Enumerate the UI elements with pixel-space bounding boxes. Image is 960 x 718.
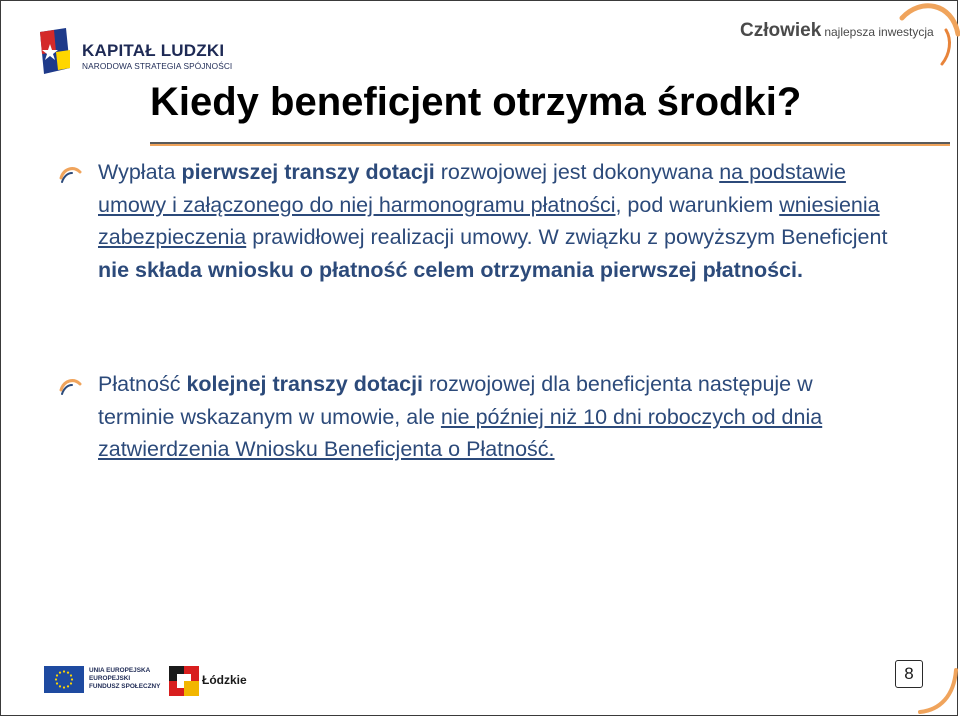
- bullet1-bold-no-request: nie składa wniosku o płatność celem otrzymania pierwszej płatności.: [98, 257, 803, 282]
- bullet2-text-a: Płatność: [98, 372, 187, 396]
- bullet1-bold-first-tranche: pierwszej transzy dotacji: [181, 160, 435, 184]
- crescent-swoosh-icon: [58, 378, 82, 396]
- top-swoosh-icon: [880, 0, 960, 80]
- eu-line3: FUNDUSZ SPOŁECZNY: [89, 683, 161, 690]
- title-divider: [150, 142, 950, 146]
- crescent-swoosh-icon: [58, 166, 82, 184]
- kapital-ludzki-flag-icon: [36, 28, 74, 76]
- lodzkie-logo-icon: [169, 666, 199, 696]
- bullet2-text-b: rozwojowej dla beneficjenta następuje w terminie wskazanym w umowie, ale: [98, 372, 813, 429]
- bullet1-text-c: , pod warunkiem: [615, 192, 780, 217]
- bullet1-underline-security: wniesienia zabezpieczenia: [98, 192, 880, 249]
- lodzkie-logo-text: Łódzkie: [202, 673, 247, 687]
- page-title: Kiedy beneficjent otrzyma środki?: [150, 80, 802, 124]
- bullet1-underline-schedule: na podstawie umowy i załączonego do niej harmonogramu płatności: [98, 160, 846, 217]
- eu-line1: UNIA EUROPEJSKA: [89, 667, 151, 674]
- bullet2-bold-next-tranche: kolejnej transzy dotacji: [186, 372, 424, 396]
- bullet-first-tranche: [98, 156, 888, 286]
- czlowiek-logo-tagline: najlepsza inwestycja: [824, 25, 934, 39]
- kapital-logo-title: KAPITAŁ LUDZKI: [82, 41, 225, 60]
- bullet1-text-d: prawidłowej realizacji umowy. W związku z powyższym Beneficjent: [246, 225, 888, 249]
- kapital-ludzki-logo: [36, 28, 236, 78]
- eu-line2: EUROPEJSKI: [89, 675, 131, 682]
- kapital-logo-subtitle: NARODOWA STRATEGIA SPÓJNOŚCI: [82, 61, 233, 71]
- bullet1-text-a: Wypłata: [98, 160, 182, 184]
- bullet2-underline-deadline: nie później niż 10 dni roboczych od dnia zatwierdzenia Wniosku Beneficjenta o Płatność.: [98, 404, 823, 461]
- eu-caption: [89, 667, 160, 691]
- page-number-badge: 8: [895, 660, 923, 688]
- eu-flag-icon: [44, 666, 84, 693]
- bullet1-text-b: rozwojowej jest dokonywana: [434, 160, 720, 184]
- czlowiek-logo-main: Człowiek: [740, 20, 822, 41]
- bullet-next-tranche: [98, 368, 888, 466]
